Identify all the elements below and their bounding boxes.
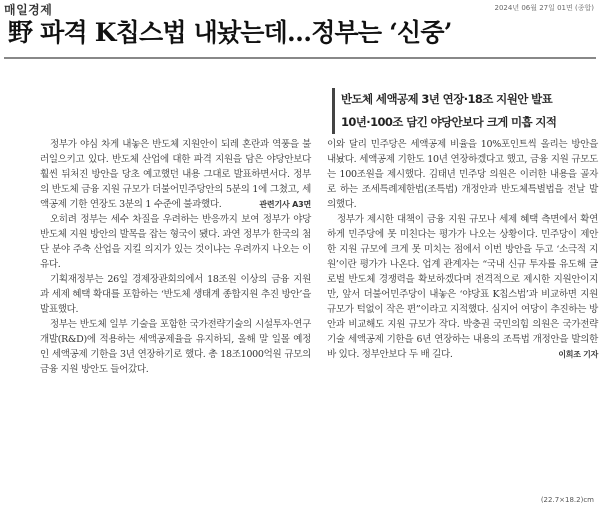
paragraph-text: 오히려 정부는 세수 차질을 우려하는 반응까지 보여 정부가 야당 반도체 지원 방안의 발목을 잡는 형국이 됐다. 과연 정부가 한국의 첨단 분야 주축 산업을 지킬 의지가 있는 것이냐는 우려까지 나오는 이유다.	[40, 214, 311, 270]
masthead: 매일경제	[4, 3, 53, 17]
paragraph-text: 정부는 반도체 일부 기술을 포함한 국가전략기술의 시설투자·연구개발(R&D)에 적용하는 세액공제율을 유지하되, 올해 말 일몰 예정인 세액공제 기한을 3년 연장하기로 했다. 총 18조1000억원 규모의 금융 지원 방안도 들어갔다.	[40, 319, 311, 375]
top-bar	[0, 0, 600, 16]
paragraph	[40, 137, 311, 212]
paragraph-text: 이와 달리 민주당은 세액공제 비율을 10%포인트씩 올리는 방안을 내놨다. 세액공제 기한도 10년 연장하겠다고 했고, 금융 지원 규모도는 100조원을 제시했다. 김태년 민주당 의원은 이러한 내용을 골자로 하는 조세특례제한법(조특법) 개정안과 반도체특별법을 전날 발의했다.	[327, 139, 598, 210]
paragraph-text: 기획재정부는 26일 경제장관회의에서 18조원 이상의 금융 지원과 세제 혜택 확대를 포함하는 ‘반도체 생태계 종합지원 추진 방안’을 발표했다.	[40, 274, 311, 315]
paragraph	[40, 317, 311, 377]
headline: 野 파격 K칩스법 내놨는데…정부는 ‘신중’	[8, 18, 452, 47]
headline-rule	[4, 57, 596, 59]
paragraph-text: 정부가 제시한 대책이 금융 지원 규모나 세제 혜택 측면에서 확연하게 민주당에 못 미친다는 평가가 나오는 상황이다. 민주당이 제안한 지원 규모에 크게 못 미치는 점에서 이번 방안을 두고 ‘소극적 지원’이란 평가가 나온다. 업계 관계자는 “국내 신규 투자를 유도해 글로벌 반도체 경쟁력을 확보하겠다며 전격적으로 제시한 지원안이지만, 앞서 더불어민주당이 내놓은 ‘야당표 K칩스법’과 비교하면 지원 규모가 턱없이 작은 편”이라고 지적했다. 심지어 여당이 추진하는 방안과 비교해도 지원 규모가 작다. 박충권 국민의힘 의원은 국가전략기술 세액공제 기한을 6년 연장하는 내용의 조특법 개정안을 발의한 바 있다. 정부안보다 두 배 길다.	[327, 214, 598, 360]
subhead-box	[332, 88, 600, 134]
paragraph	[40, 272, 311, 317]
subhead-line-1: 반도체 세액공제 3년 연장·18조 지원안 발표	[341, 92, 553, 106]
paragraph	[327, 137, 598, 212]
left-column	[40, 137, 311, 377]
byline: 이희조 기자	[558, 350, 598, 359]
paragraph	[40, 212, 311, 272]
related-article-ref: 관련기사 A3면	[259, 200, 311, 209]
right-column	[327, 137, 598, 362]
subhead-line-2: 10년·100조 담긴 야당안보다 크게 미흡 지적	[341, 115, 557, 129]
paragraph	[327, 212, 598, 362]
paragraph-text: 정부가 야심 차게 내놓은 반도체 지원안이 되레 혼란과 역풍을 불러일으키고 있다. 반도체 산업에 대한 파격 지원을 담은 야당안보다 훨씬 뒤처진 방안을 당초 예고했던 내용 그대로 발표하면서다. 정부의 반도체 금융 지원 규모가 더불어민주당안의 5분의 1에 그쳤고, 세액공제 기한 연장도 3분의 1 수준에 불과했다.	[40, 139, 311, 210]
clipping-size-note: (22.7×18.2)cm	[540, 496, 594, 504]
dateline: 2024년 06월 27일 01면 (종합)	[494, 4, 594, 12]
